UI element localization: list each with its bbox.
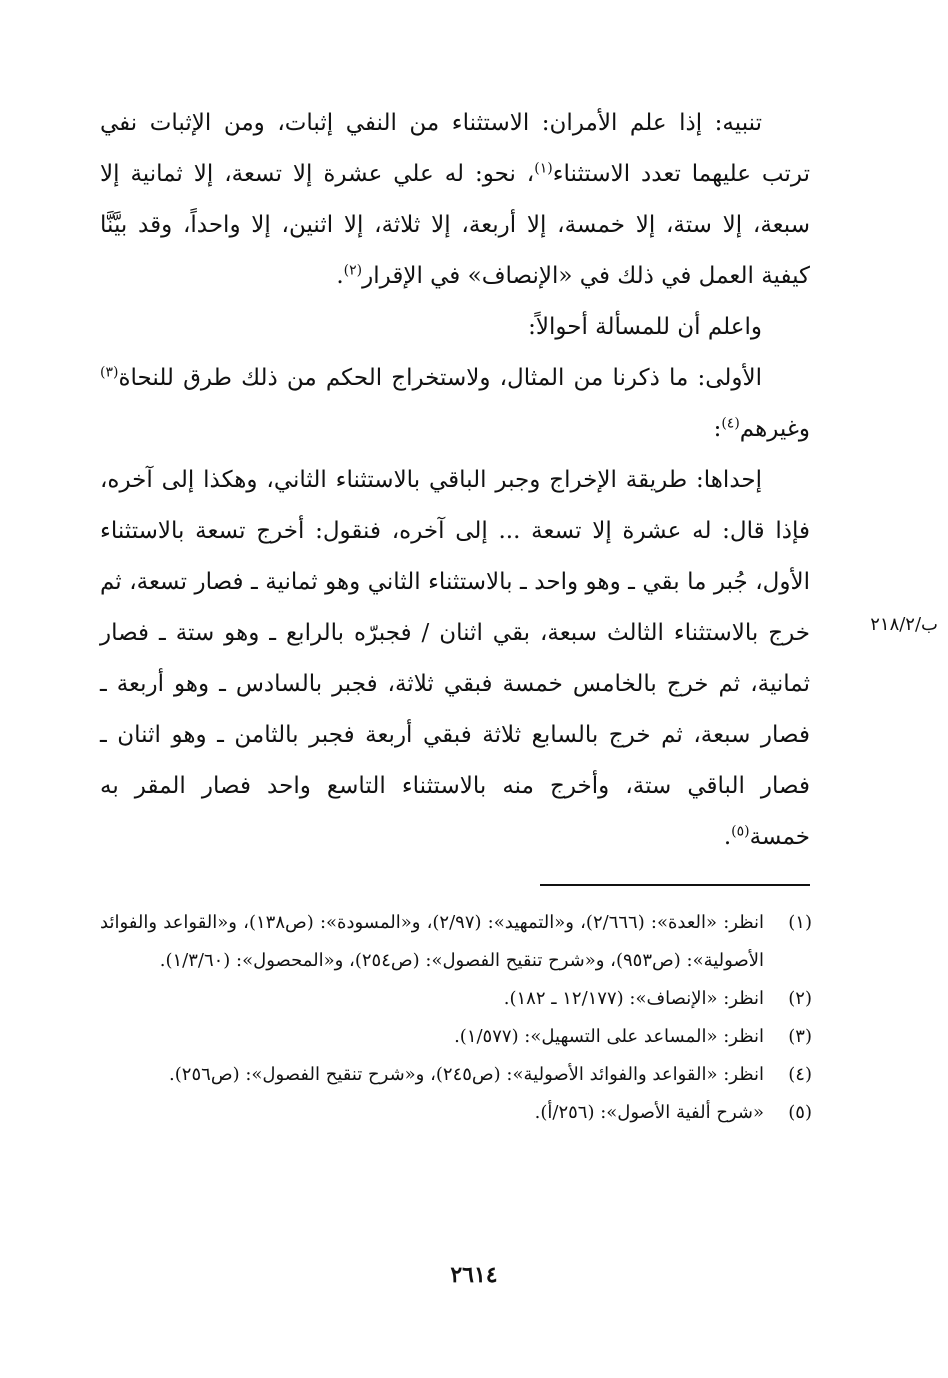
paragraph-method-text-a: إحداها: طريقة الإخراج وجبر الباقي بالاستثناء الثاني، وهكذا إلى آخره، فإذا قال: له عشرة إلا تسعة ... إلى آخره، فنقول: أخرج تسعة بالاستثناء الأول، جُبر ما بقي ـ وهو واحد ـ بالاستثناء الثاني وهو ثمانية ـ فصار تسعة، ثم خرج بالاستثناء الثالث سبعة، بقي اثنان / فجبرّه بالرابع ـ وهو ستة ـ فصار ثمانية، ثم خرج بالخامس خمسة فبقي ثلاثة، فجبر بالسادس ـ وهو أربعة ـ فصار سبعة، ثم خرج بالسابع ثلاثة فبقي أربعة فجبر بالثامن ـ وهو اثنان ـ فصار الباقي ستة، وأخرج منه بالاستثناء التاسع واحد فصار المقر به خمسة bbox=[100, 467, 810, 850]
footnote-text: «شرح ألفية الأصول»: (٢٥٦/أ). bbox=[534, 1102, 764, 1123]
paragraph-note-text-b: ، نحو: له علي عشرة إلا تسعة، إلا ثمانية إلا سبعة، إلا ستة، إلا خمسة، إلا أربعة، إلا ثلاثة، إلا اثنين، إلا واحداً، وقد بيَّنَّا كيفية العمل في ذلك في «الإنصاف» في الإقرار bbox=[100, 161, 810, 289]
main-text bbox=[100, 98, 810, 863]
footnotes bbox=[100, 904, 812, 1132]
footnote-item bbox=[100, 904, 812, 980]
footnote-item bbox=[100, 980, 812, 1018]
footnote-ref-5: (٥) bbox=[731, 823, 750, 840]
paragraph-first-state-text-a: الأولى: ما ذكرنا من المثال، ولاستخراج الحكم من ذلك طرق للنحاة bbox=[118, 365, 762, 391]
footnote-text: انظر: «الإنصاف»: (١٢/١٧٧ ـ ١٨٢). bbox=[503, 988, 764, 1009]
footnote-text: انظر: «المساعد على التسهيل»: (١/٥٧٧). bbox=[454, 1026, 764, 1047]
footnote-number: (٣) bbox=[788, 1026, 812, 1047]
footnote-number: (١) bbox=[788, 912, 812, 933]
margin-manuscript-reference: ب/٢١٨/٢ bbox=[870, 614, 938, 635]
footnote-text: انظر: «العدة»: (٢/٦٦٦)، و«التمهيد»: (٢/٩٧)، و«المسودة»: (ص١٣٨)، و«القواعد والفوائد الأصولية»: (ص٩٥٣)، و«شرح تنقيح الفصول»: (ص٢٥٤)، و«المحصول»: (١/٣/٦٠). bbox=[100, 912, 764, 971]
footnote-number: (٢) bbox=[788, 988, 812, 1009]
paragraph-method-text-b: . bbox=[723, 824, 732, 850]
footnote-divider bbox=[540, 884, 810, 886]
footnote-item bbox=[100, 1018, 812, 1056]
footnote-ref-2: (٢) bbox=[343, 262, 363, 279]
footnote-item bbox=[100, 1056, 812, 1094]
paragraph-note bbox=[100, 98, 810, 302]
paragraph-states: واعلم أن للمسألة أحوالاً: bbox=[528, 314, 762, 340]
paragraph-first-state-text-c: : bbox=[713, 416, 722, 442]
page-number: ٢٦١٤ bbox=[450, 1262, 498, 1288]
paragraph-note-text-a: تنبيه: إذا علم الأمران: الاستثناء من النفي إثبات، ومن الإثبات نفي ترتب عليهما تعدد الاستثناء bbox=[100, 110, 810, 187]
footnote-ref-3: (٣) bbox=[100, 364, 119, 381]
paragraph-first-state bbox=[100, 353, 810, 455]
footnote-number: (٤) bbox=[788, 1064, 812, 1085]
paragraph-method bbox=[100, 455, 810, 863]
paragraph-note-text-c: . bbox=[336, 263, 344, 289]
footnote-ref-4: (٤) bbox=[721, 415, 740, 432]
footnote-item bbox=[100, 1094, 812, 1132]
paragraph-first-state-text-b: وغيرهم bbox=[739, 416, 810, 442]
footnote-text: انظر: «القواعد والفوائد الأصولية»: (ص٢٤٥)، و«شرح تنقيح الفصول»: (ص٢٥٦). bbox=[169, 1064, 764, 1085]
footnote-ref-1: (١) bbox=[534, 160, 553, 177]
footnote-number: (٥) bbox=[788, 1102, 812, 1123]
